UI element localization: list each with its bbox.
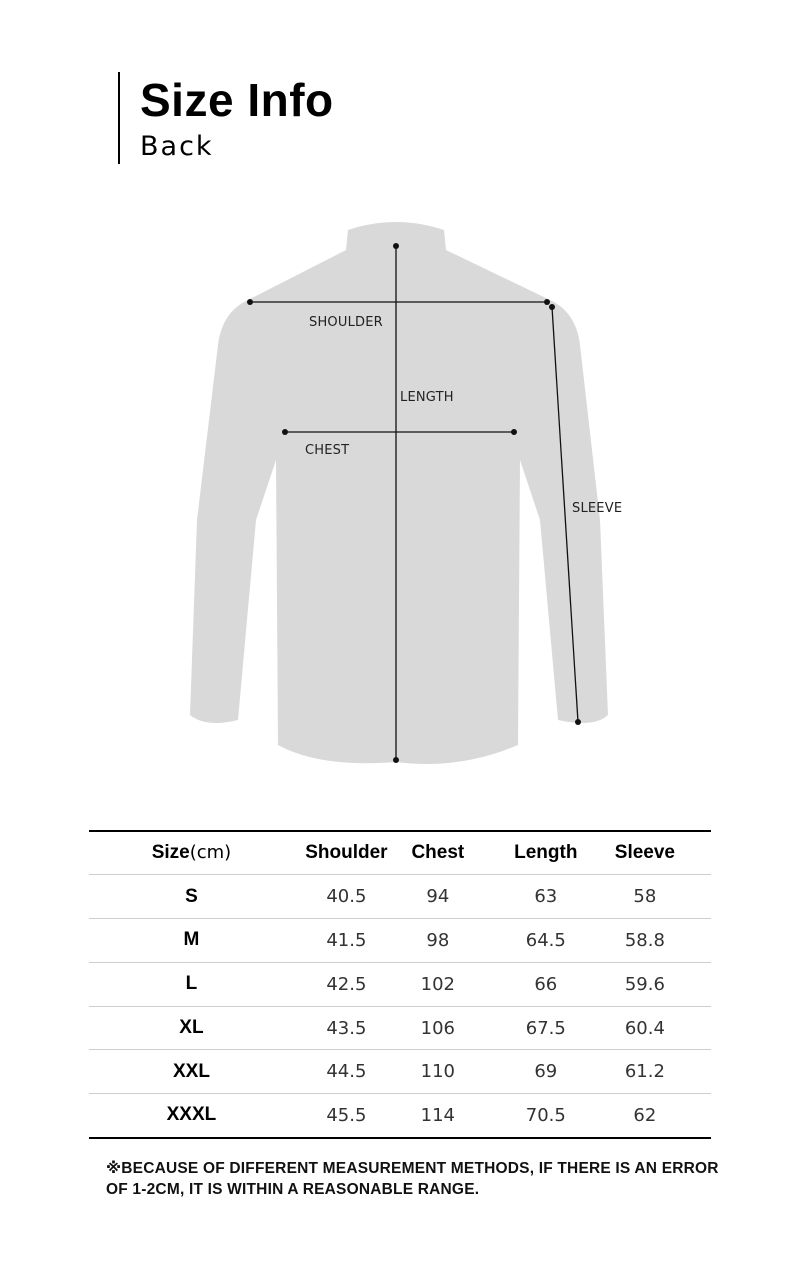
table-row [89,1094,711,1138]
sleeve-label: SLEEVE [572,501,623,516]
header-size [89,831,294,875]
row-size: M [89,919,294,963]
row-chest: 106 [399,1006,477,1050]
row-pad [675,1050,711,1094]
row-shoulder: 40.5 [294,875,399,919]
row-pad [675,962,711,1006]
chest-endpoint-left [282,429,288,435]
row-size: XL [89,1006,294,1050]
row-length: 70.5 [525,1104,566,1126]
chest-endpoint-right [511,429,517,435]
header-size-label: Size [151,842,190,864]
page-subtitle: Back [140,131,214,162]
sleeve-endpoint-top [549,304,555,310]
row-size: XXXL [166,1104,217,1126]
row-shoulder: 43.5 [294,1006,399,1050]
size-chart-table [89,830,711,1139]
row-length: 67.5 [477,1006,615,1050]
length-endpoint-bottom [393,757,399,763]
header-length: Length [477,831,615,875]
row-length: 69 [477,1050,615,1094]
table-row [89,1050,711,1094]
row-length: 66 [477,962,615,1006]
row-chest: 102 [399,962,477,1006]
table-row [89,962,711,1006]
row-shoulder: 45.5 [326,1104,367,1126]
table-row [89,875,711,919]
row-shoulder: 41.5 [294,919,399,963]
row-size: XXL [89,1050,294,1094]
sleeve-endpoint-bottom [575,719,581,725]
row-chest: 98 [399,919,477,963]
header-chest: Chest [399,831,477,875]
row-sleeve: 58.8 [615,919,675,963]
header-pad [675,831,711,875]
table-header-row [89,831,711,875]
row-length: 63 [477,875,615,919]
row-size: S [89,875,294,919]
row-sleeve: 62 [633,1104,657,1126]
row-length: 64.5 [477,919,615,963]
row-shoulder: 42.5 [294,962,399,1006]
header-sleeve: Sleeve [615,831,675,875]
table-row [89,1006,711,1050]
page-title: Size Info [140,74,334,126]
header-unit: (cm) [189,842,232,864]
shoulder-label: SHOULDER [309,315,383,330]
row-sleeve: 58 [615,875,675,919]
row-pad [675,919,711,963]
row-size: L [89,962,294,1006]
length-label: LENGTH [400,390,454,405]
shoulder-endpoint-right [544,299,550,305]
row-sleeve: 60.4 [615,1006,675,1050]
row-sleeve: 61.2 [615,1050,675,1094]
row-shoulder: 44.5 [294,1050,399,1094]
length-endpoint-top [393,243,399,249]
row-pad [675,1006,711,1050]
row-chest: 110 [399,1050,477,1094]
row-sleeve: 59.6 [615,962,675,1006]
row-chest: 94 [399,875,477,919]
header-shoulder: Shoulder [294,831,399,875]
row-pad [675,1094,711,1138]
table-row [89,919,711,963]
row-pad [675,875,711,919]
shoulder-endpoint-left [247,299,253,305]
measurement-note: ※BECAUSE OF DIFFERENT MEASUREMENT METHODS, IF THERE IS AN ERROR OF 1-2CM, IT IS WITHIN A REASONABLE RANGE. [106,1160,719,1198]
chest-label: CHEST [305,443,350,458]
row-chest: 114 [420,1104,456,1126]
